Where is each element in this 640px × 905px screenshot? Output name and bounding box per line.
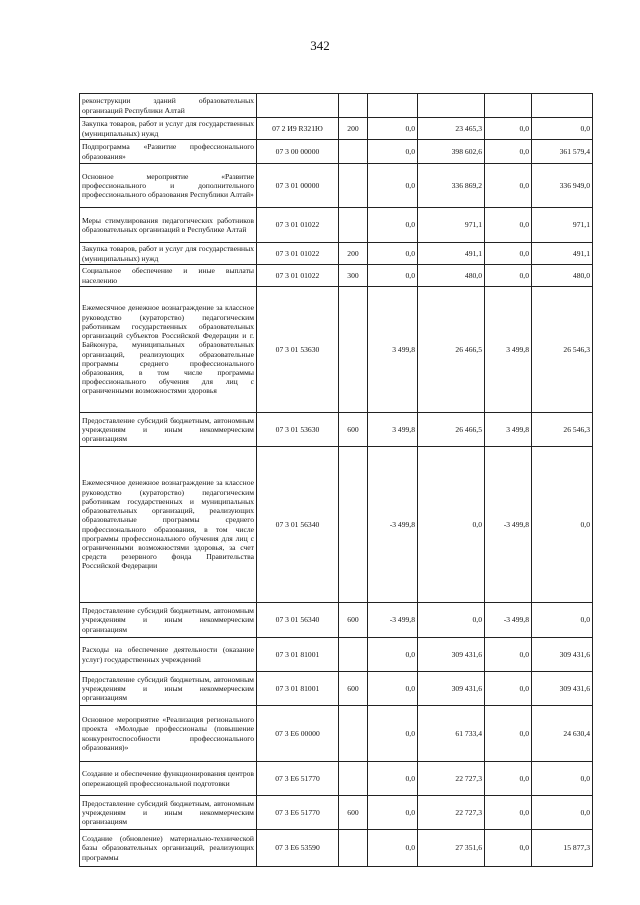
row-name-cell: Социальное обеспечение и иные выплаты населению: [80, 265, 257, 287]
row-change-2021-cell: [368, 94, 418, 118]
row-code-cell: 07 3 01 81001: [257, 638, 339, 672]
row-amount-2022-cell: 0,0: [532, 603, 593, 638]
row-code-cell: 07 3 01 56340: [257, 603, 339, 638]
row-amount-2021-cell: 22 727,3: [418, 762, 485, 796]
row-change-2022-cell: [485, 94, 532, 118]
row-name-cell: реконструкции зданий образовательных организаций Республики Алтай: [80, 94, 257, 118]
row-amount-2021-cell: 971,1: [418, 208, 485, 243]
row-expense-type-cell: [339, 830, 368, 867]
row-amount-2021-cell: 61 733,4: [418, 706, 485, 762]
row-change-2021-cell: 0,0: [368, 265, 418, 287]
table-row: [80, 672, 593, 706]
row-expense-type-cell: 600: [339, 413, 368, 447]
row-amount-2021-cell: 309 431,6: [418, 672, 485, 706]
row-name-cell: Ежемесячное денежное вознаграждение за классное руководство (кураторство) педагогическим работникам государственных образовательных организаций субъектов Российской Федерации и г. Байконура, муниципальных образовательных организаций, реализующих образовательные программы среднего профессионального образования, в том числе программы профессионального обучения для лиц с ограниченными возможностями здоровья: [80, 287, 257, 413]
row-code-cell: [257, 94, 339, 118]
row-amount-2022-cell: 361 579,4: [532, 140, 593, 164]
row-code-cell: 07 3 01 56340: [257, 447, 339, 603]
row-change-2021-cell: -3 499,8: [368, 603, 418, 638]
table-row: [80, 796, 593, 830]
row-name-cell: Закупка товаров, работ и услуг для государственных (муниципальных) нужд: [80, 243, 257, 265]
row-change-2021-cell: 0,0: [368, 672, 418, 706]
row-change-2021-cell: 0,0: [368, 638, 418, 672]
row-change-2022-cell: 0,0: [485, 672, 532, 706]
row-change-2022-cell: 0,0: [485, 208, 532, 243]
row-amount-2021-cell: 26 466,5: [418, 413, 485, 447]
table-row: [80, 762, 593, 796]
table-row: [80, 413, 593, 447]
table-row: [80, 447, 593, 603]
row-amount-2021-cell: 23 465,3: [418, 118, 485, 140]
row-change-2021-cell: 0,0: [368, 164, 418, 208]
table-row: [80, 287, 593, 413]
row-amount-2021-cell: 309 431,6: [418, 638, 485, 672]
row-name-cell: Основное мероприятие «Развитие профессионального и дополнительного профессионального образования Республики Алтай»: [80, 164, 257, 208]
row-change-2021-cell: 0,0: [368, 118, 418, 140]
table-row: [80, 830, 593, 867]
row-name-cell: Предоставление субсидий бюджетным, автономным учреждениям и иным некоммерческим организациям: [80, 672, 257, 706]
table-row: [80, 638, 593, 672]
row-change-2021-cell: 0,0: [368, 796, 418, 830]
row-name-cell: Ежемесячное денежное вознаграждение за классное руководство (кураторство) педагогическим работникам государственных и муниципальных образовательных организаций, реализующих образовательные программы среднего профессионального образования, в том числе программы профессионального обучения для лиц с ограниченными возможностями здоровья, за счет средств резервного фонда Правительства Российской Федерации: [80, 447, 257, 603]
row-amount-2021-cell: 491,1: [418, 243, 485, 265]
row-change-2022-cell: 0,0: [485, 243, 532, 265]
row-code-cell: 07 3 E6 53590: [257, 830, 339, 867]
row-change-2021-cell: 0,0: [368, 140, 418, 164]
row-amount-2022-cell: 491,1: [532, 243, 593, 265]
table-row: [80, 603, 593, 638]
row-name-cell: Предоставление субсидий бюджетным, автономным учреждениям и иным некоммерческим организациям: [80, 603, 257, 638]
row-expense-type-cell: 200: [339, 118, 368, 140]
row-name-cell: Меры стимулирования педагогических работников образовательных организаций в Республике Алтай: [80, 208, 257, 243]
table-row: [80, 94, 593, 118]
row-change-2022-cell: 0,0: [485, 762, 532, 796]
row-amount-2021-cell: 0,0: [418, 603, 485, 638]
row-change-2022-cell: -3 499,8: [485, 603, 532, 638]
row-amount-2022-cell: 309 431,6: [532, 638, 593, 672]
row-expense-type-cell: [339, 762, 368, 796]
row-name-cell: Предоставление субсидий бюджетным, автономным учреждениям и иным некоммерческим организациям: [80, 796, 257, 830]
row-expense-type-cell: 200: [339, 243, 368, 265]
row-expense-type-cell: [339, 287, 368, 413]
row-amount-2021-cell: 27 351,6: [418, 830, 485, 867]
row-change-2021-cell: 0,0: [368, 243, 418, 265]
row-change-2022-cell: 3 499,8: [485, 287, 532, 413]
table-row: [80, 118, 593, 140]
row-amount-2022-cell: 0,0: [532, 796, 593, 830]
row-amount-2021-cell: 336 869,2: [418, 164, 485, 208]
table-row: [80, 265, 593, 287]
row-name-cell: Создание и обеспечение функционирования центров опережающей профессиональной подготовки: [80, 762, 257, 796]
row-change-2021-cell: 0,0: [368, 706, 418, 762]
row-amount-2021-cell: [418, 94, 485, 118]
row-name-cell: Создание (обновление) материально-технической базы образовательных организаций, реализующих программы: [80, 830, 257, 867]
row-expense-type-cell: 600: [339, 672, 368, 706]
row-name-cell: Предоставление субсидий бюджетным, автономным учреждениям и иным некоммерческим организациям: [80, 413, 257, 447]
row-amount-2022-cell: 480,0: [532, 265, 593, 287]
row-change-2021-cell: 3 499,8: [368, 287, 418, 413]
table-row: [80, 164, 593, 208]
row-name-cell: Закупка товаров, работ и услуг для государственных (муниципальных) нужд: [80, 118, 257, 140]
row-code-cell: 07 3 E6 51770: [257, 796, 339, 830]
row-code-cell: 07 2 И9 R321Ю: [257, 118, 339, 140]
row-name-cell: Подпрограмма «Развитие профессионального образования»: [80, 140, 257, 164]
row-change-2022-cell: 0,0: [485, 118, 532, 140]
row-expense-type-cell: 600: [339, 796, 368, 830]
row-amount-2021-cell: 480,0: [418, 265, 485, 287]
row-expense-type-cell: [339, 94, 368, 118]
row-change-2022-cell: 0,0: [485, 140, 532, 164]
row-change-2021-cell: 3 499,8: [368, 413, 418, 447]
row-change-2022-cell: 0,0: [485, 796, 532, 830]
page-number: 342: [310, 38, 330, 53]
row-code-cell: 07 3 01 01022: [257, 243, 339, 265]
row-amount-2022-cell: 26 546,3: [532, 413, 593, 447]
row-expense-type-cell: [339, 638, 368, 672]
row-change-2022-cell: 0,0: [485, 830, 532, 867]
row-amount-2022-cell: 336 949,0: [532, 164, 593, 208]
row-amount-2022-cell: 971,1: [532, 208, 593, 243]
row-expense-type-cell: [339, 706, 368, 762]
row-change-2022-cell: 0,0: [485, 265, 532, 287]
row-code-cell: 07 3 00 00000: [257, 140, 339, 164]
row-code-cell: 07 3 E6 51770: [257, 762, 339, 796]
row-change-2022-cell: 0,0: [485, 638, 532, 672]
row-code-cell: 07 3 01 00000: [257, 164, 339, 208]
row-amount-2021-cell: 22 727,3: [418, 796, 485, 830]
table-row: [80, 208, 593, 243]
row-expense-type-cell: [339, 208, 368, 243]
table-row: [80, 243, 593, 265]
row-amount-2022-cell: 15 877,3: [532, 830, 593, 867]
row-change-2021-cell: 0,0: [368, 208, 418, 243]
row-code-cell: 07 3 01 01022: [257, 208, 339, 243]
row-amount-2022-cell: 309 431,6: [532, 672, 593, 706]
row-expense-type-cell: [339, 140, 368, 164]
row-name-cell: Расходы на обеспечение деятельности (оказание услуг) государственных учреждений: [80, 638, 257, 672]
budget-table-body: [80, 94, 593, 867]
row-code-cell: 07 3 E6 00000: [257, 706, 339, 762]
row-amount-2022-cell: 0,0: [532, 118, 593, 140]
table-row: [80, 706, 593, 762]
row-amount-2022-cell: 0,0: [532, 762, 593, 796]
row-amount-2022-cell: 0,0: [532, 447, 593, 603]
row-expense-type-cell: [339, 447, 368, 603]
row-amount-2021-cell: 0,0: [418, 447, 485, 603]
row-expense-type-cell: 300: [339, 265, 368, 287]
row-code-cell: 07 3 01 01022: [257, 265, 339, 287]
row-change-2022-cell: 3 499,8: [485, 413, 532, 447]
table-row: [80, 140, 593, 164]
row-amount-2021-cell: 398 602,6: [418, 140, 485, 164]
row-change-2022-cell: -3 499,8: [485, 447, 532, 603]
row-code-cell: 07 3 01 81001: [257, 672, 339, 706]
row-amount-2022-cell: [532, 94, 593, 118]
row-change-2021-cell: 0,0: [368, 830, 418, 867]
row-change-2021-cell: 0,0: [368, 762, 418, 796]
row-change-2022-cell: 0,0: [485, 706, 532, 762]
row-code-cell: 07 3 01 53630: [257, 413, 339, 447]
row-expense-type-cell: [339, 164, 368, 208]
row-amount-2022-cell: 26 546,3: [532, 287, 593, 413]
row-amount-2021-cell: 26 466,5: [418, 287, 485, 413]
row-code-cell: 07 3 01 53630: [257, 287, 339, 413]
row-change-2022-cell: 0,0: [485, 164, 532, 208]
row-change-2021-cell: -3 499,8: [368, 447, 418, 603]
row-name-cell: Основное мероприятие «Реализация регионального проекта «Молодые профессионалы (повышение конкурентоспособности профессионального образования)»: [80, 706, 257, 762]
row-expense-type-cell: 600: [339, 603, 368, 638]
budget-table: [79, 93, 593, 867]
row-amount-2022-cell: 24 630,4: [532, 706, 593, 762]
